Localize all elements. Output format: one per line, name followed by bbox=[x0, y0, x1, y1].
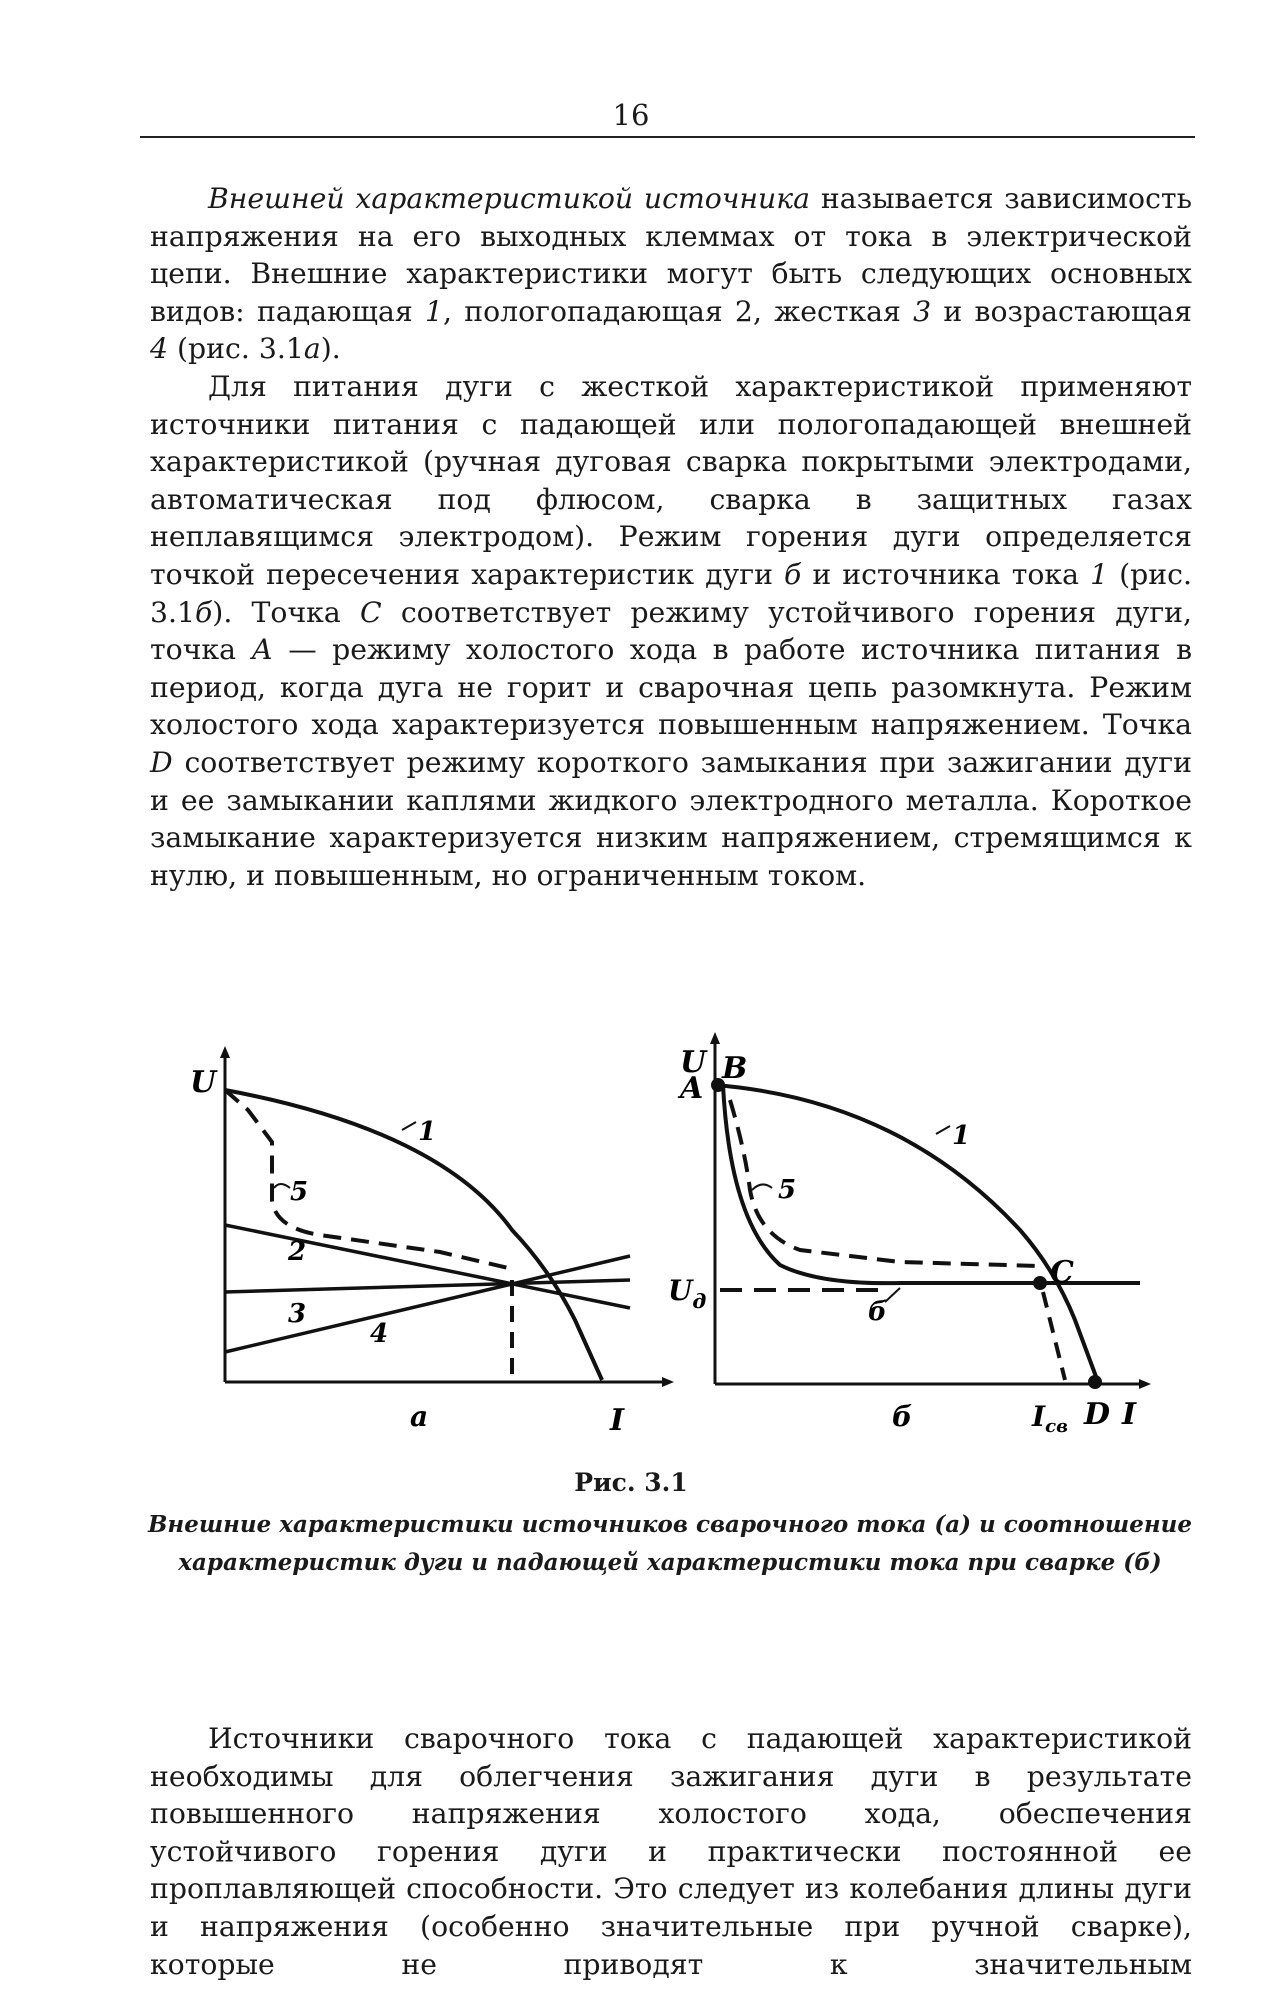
text-run: называется зависимость напряжения на его выходных клеммах от тока в электрической цепи. Внешние характеристики могут быть следующих основных видов: падающая bbox=[150, 182, 1192, 328]
left-curve-2-label: 2 bbox=[288, 1237, 307, 1267]
italic-run: 4 bbox=[150, 332, 169, 366]
right-curve-1-leader bbox=[936, 1126, 950, 1134]
text-run: соответствует режиму короткого замыкания при зажигании дуги и ее замыкании каплями жидкого электродного металла. Короткое замыкание характеризуется низким напряжением, стремящимся к нулю, и повышенным, но ограниченным током. bbox=[150, 745, 1192, 892]
italic-run: А bbox=[251, 633, 273, 667]
left-curve-4-label: 4 bbox=[370, 1319, 389, 1349]
left-axis-i: I bbox=[610, 1403, 625, 1438]
header-rule bbox=[140, 136, 1195, 138]
right-axis-u: U bbox=[680, 1045, 707, 1080]
text-run: ). bbox=[320, 332, 341, 366]
chart-right bbox=[668, 1038, 1145, 1437]
page-number: 16 bbox=[612, 98, 650, 132]
text-run: и источника тока bbox=[801, 557, 1091, 591]
text-run: (рис. 3.1 bbox=[150, 557, 1193, 629]
left-curve-1-leader bbox=[402, 1122, 416, 1130]
right-ud-label: $U_д$ bbox=[668, 1274, 707, 1313]
right-isv-label: $I_{св}$ bbox=[1032, 1400, 1068, 1437]
right-point-d-label: D bbox=[1084, 1397, 1111, 1432]
paragraph-definition bbox=[150, 180, 1192, 368]
left-curve-5-leader bbox=[274, 1184, 290, 1188]
right-axis-i: I bbox=[1122, 1397, 1137, 1432]
italic-run: б bbox=[195, 595, 213, 629]
italic-run: б bbox=[784, 557, 802, 591]
left-curve-5-label: 5 bbox=[290, 1177, 309, 1207]
right-point-d bbox=[1088, 1375, 1102, 1389]
body-text-top bbox=[150, 180, 1192, 894]
right-point-b-label: B bbox=[722, 1051, 748, 1086]
right-point-a-label: A bbox=[680, 1071, 704, 1106]
right-point-c bbox=[1033, 1276, 1047, 1290]
italic-run: 1 bbox=[1090, 557, 1109, 591]
paragraph-falling-characteristic bbox=[150, 1720, 1192, 1983]
right-curve-5-label: 5 bbox=[778, 1175, 797, 1205]
right-point-c-label: C bbox=[1050, 1255, 1074, 1290]
left-curve-3 bbox=[225, 1280, 630, 1292]
text-run: соответствует режиму устойчивого горения дуги, точка bbox=[150, 595, 1192, 667]
text-run: , пологопадающая 2, жесткая bbox=[442, 294, 914, 328]
italic-run: С bbox=[359, 595, 382, 629]
italic-run: а bbox=[303, 332, 321, 366]
right-curve-1-label: 1 bbox=[952, 1121, 971, 1151]
left-curve-1-label: 1 bbox=[418, 1117, 437, 1147]
figure-3-1 bbox=[140, 1030, 1180, 1440]
left-curve-4 bbox=[225, 1256, 630, 1352]
italic-run: 3 bbox=[913, 294, 932, 328]
italic-run: 1 bbox=[424, 294, 443, 328]
text-run: ). Точка bbox=[212, 595, 360, 629]
right-sublabel: б bbox=[892, 1400, 913, 1433]
left-curve-2 bbox=[225, 1225, 630, 1308]
text-run: и возрастающая bbox=[931, 294, 1192, 328]
text-run: Для питания дуги с жесткой характеристикой применяют источники питания с падающей или пологопадающей внешней характеристикой (ручная дуговая сварка покрытыми электродами, автоматическая под флюсом, сварка в защитных газах неплавящимся электродом). Режим горения дуги определяется точкой пересечения характеристик дуги bbox=[150, 369, 1192, 591]
right-arc-label: б bbox=[868, 1297, 887, 1327]
right-icv-dashed bbox=[1043, 1292, 1065, 1380]
figure-label: Рис. 3.1 bbox=[574, 1468, 688, 1497]
text-run: Источники сварочного тока с падающей характеристикой необходимы для облегчения зажигания дуги в результате повышенного напряжения холостого хода, обеспечения устойчивого горения дуги и практически постоянной ее проплавляющей способности. Это следует из колебания длины дуги и напряжения (особенно значительные при ручной сварке), которые не приводят к значительным bbox=[150, 1722, 1192, 1981]
left-curve-3-label: 3 bbox=[288, 1299, 307, 1329]
italic-run: Внешней характеристикой источника bbox=[208, 182, 811, 215]
text-run: (рис. 3.1 bbox=[168, 332, 304, 366]
left-axis-u: U bbox=[190, 1065, 217, 1100]
text-run: — режиму холостого хода в работе источника питания в период, когда дуга не горит и сварочная цепь разомкнута. Режим холостого хода характеризуется повышенным напряжением. Точка bbox=[150, 633, 1193, 742]
right-curve-5-leader bbox=[752, 1184, 772, 1190]
right-curve-5 bbox=[730, 1100, 1040, 1266]
right-arc-leader bbox=[885, 1288, 900, 1302]
left-sublabel: а bbox=[410, 1400, 429, 1433]
figure-caption: Внешние характеристики источников сварочного тока (а) и соотношение характеристик дуги и падающей характеристики тока при сварке (б) bbox=[147, 1511, 1192, 1576]
chart-left bbox=[190, 1052, 668, 1438]
body-text-bottom bbox=[150, 1720, 1192, 1983]
italic-run: D bbox=[150, 745, 173, 779]
paragraph-arc-supply bbox=[150, 368, 1192, 894]
left-curve-5 bbox=[225, 1090, 508, 1268]
